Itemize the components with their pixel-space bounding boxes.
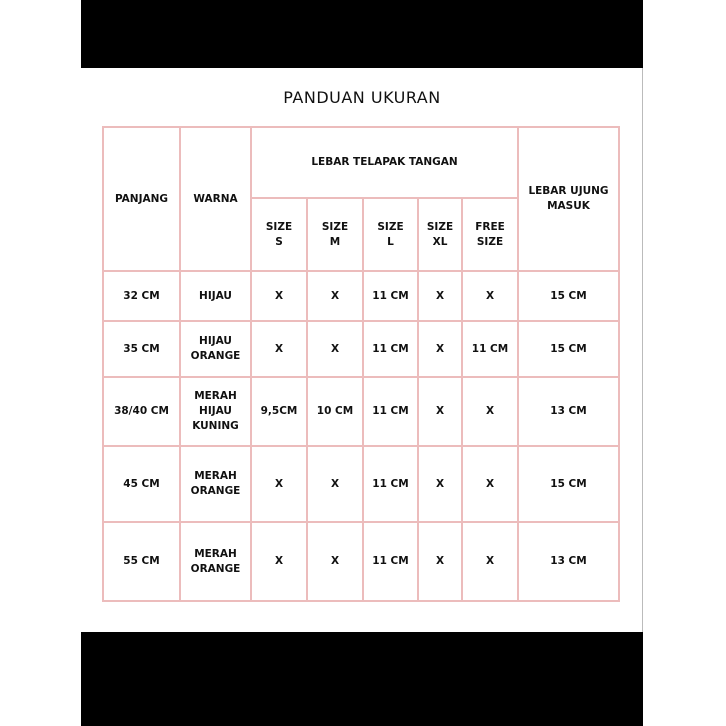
cell-free: X [462,522,518,601]
cell-panjang: 45 CM [103,446,180,522]
cell-ujung: 15 CM [518,446,619,522]
header-free-size: FREE SIZE [462,198,518,271]
cell-warna: MERAH ORANGE [180,522,251,601]
cell-xl: X [418,377,462,446]
cell-panjang: 35 CM [103,321,180,377]
cell-m: X [307,271,363,321]
cell-warna: HIJAU [180,271,251,321]
cell-ujung: 13 CM [518,522,619,601]
cell-s: X [251,446,307,522]
cell-ujung: 15 CM [518,321,619,377]
cell-warna: MERAH ORANGE [180,446,251,522]
cell-panjang: 38/40 CM [103,377,180,446]
top-black-bar [81,0,643,68]
cell-xl: X [418,271,462,321]
table-row [103,377,619,446]
header-lebar-telapak: LEBAR TELAPAK TANGAN [251,127,518,198]
header-size-l: SIZE L [363,198,418,271]
cell-warna: HIJAU ORANGE [180,321,251,377]
cell-ujung: 13 CM [518,377,619,446]
cell-free: X [462,377,518,446]
header-row [103,127,619,198]
cell-warna: MERAH HIJAU KUNING [180,377,251,446]
cell-l: 11 CM [363,321,418,377]
header-lebar-ujung: LEBAR UJUNG MASUK [518,127,619,271]
table-row [103,271,619,321]
header-size-xl: SIZE XL [418,198,462,271]
cell-l: 11 CM [363,522,418,601]
table-row [103,321,619,377]
header-size-s: SIZE S [251,198,307,271]
page-title: PANDUAN UKURAN [283,88,441,107]
cell-free: X [462,446,518,522]
cell-free: X [462,271,518,321]
cell-xl: X [418,446,462,522]
cell-m: X [307,446,363,522]
cell-panjang: 32 CM [103,271,180,321]
cell-l: 11 CM [363,271,418,321]
cell-ujung: 15 CM [518,271,619,321]
cell-m: X [307,321,363,377]
cell-l: 11 CM [363,377,418,446]
bottom-black-bar [81,632,643,726]
size-guide-table [102,126,620,602]
cell-m: X [307,522,363,601]
cell-xl: X [418,522,462,601]
cell-s: X [251,321,307,377]
table-row [103,522,619,601]
table-row [103,446,619,522]
cell-s: X [251,271,307,321]
header-warna: WARNA [180,127,251,271]
cell-xl: X [418,321,462,377]
cell-panjang: 55 CM [103,522,180,601]
cell-s: 9,5CM [251,377,307,446]
cell-m: 10 CM [307,377,363,446]
cell-s: X [251,522,307,601]
header-size-m: SIZE M [307,198,363,271]
header-panjang: PANJANG [103,127,180,271]
page-edge [642,68,643,632]
cell-l: 11 CM [363,446,418,522]
cell-free: 11 CM [462,321,518,377]
